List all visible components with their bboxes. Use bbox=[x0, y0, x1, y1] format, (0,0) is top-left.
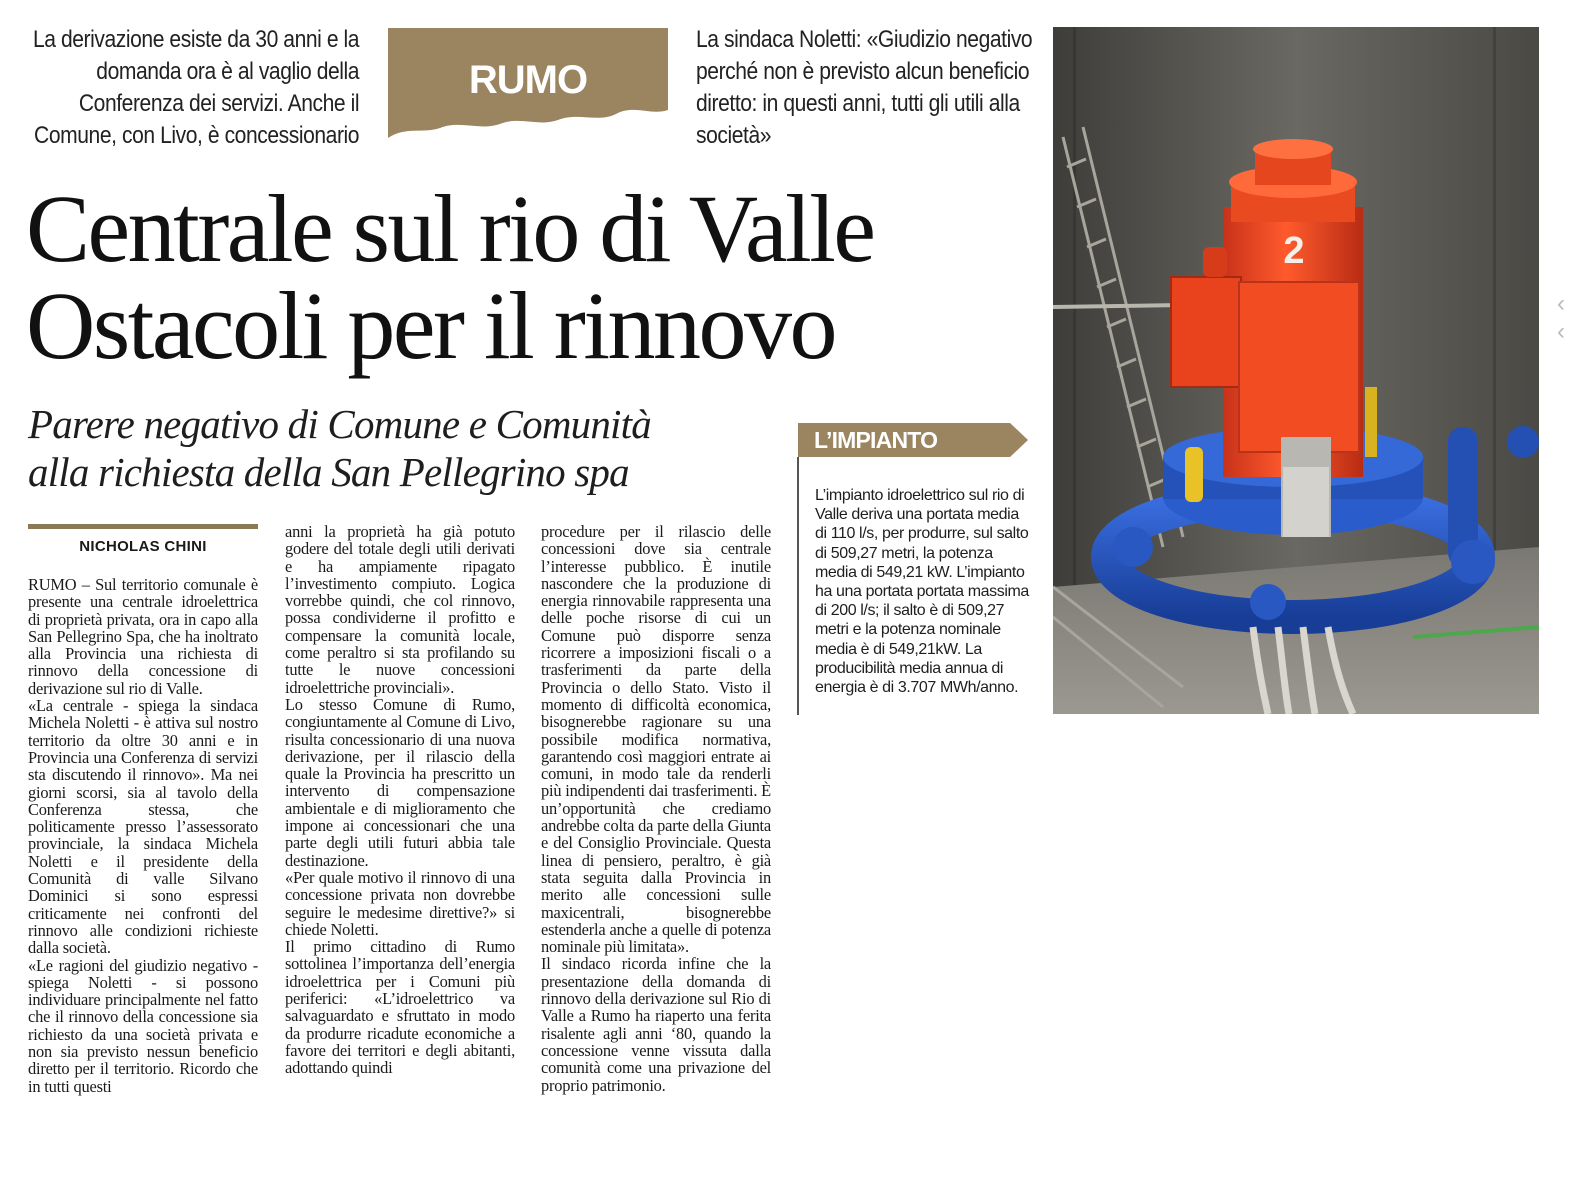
headline-line-2: Ostacoli per il rinnovo bbox=[26, 272, 835, 379]
page-edge-mark: ‹ bbox=[1557, 318, 1565, 345]
article-paragraph: Lo stesso Comune di Rumo, congiuntamente al Comune di Livo, risulta concessionario di una nuova derivazione, per il rilascio della quale la Provincia ha prescritto un intervento di compensazione ambientale e di miglioramento che impone ai concessionari che una parte degli utili futuri abbia tale destinazione. bbox=[285, 694, 515, 870]
machine-number: 2 bbox=[1283, 230, 1305, 272]
byline: NICHOLAS CHINI bbox=[79, 538, 207, 555]
article-paragraph: anni la proprietà ha già potuto godere del totale degli utili derivati e ha ampiamente ripagato l’investimento compiuto. Logica vorrebbe quindi, che col rinnovo, possa condividerne il profitto e compensare la comunità locale, come peraltro si sta profilando su tutte le nuove concessioni idroelettriche provinciali». bbox=[285, 523, 515, 697]
sidebar-rule bbox=[797, 457, 799, 715]
subheadline-line-1: Parere negativo di Comune e Comunità bbox=[28, 401, 651, 447]
article-paragraph: Il sindaco ricorda infine che la presentazione della domanda di rinnovo della derivazione sul Rio di Valle a Rumo ha riaperto una ferita risalente agli anni ‘80, quando la concessione venne vissuta dalla comunità come una privazione del proprio patrimonio. bbox=[541, 954, 771, 1095]
article-paragraph: Il primo cittadino di Rumo sottolinea l’importanza dell’energia idroelettrica per i Comuni più periferici: «L’idroelettrico va salvaguardato e sfruttato in modo da produrre ricadute economiche a favore dei territori e degli abitanti, adottando quindi bbox=[285, 937, 515, 1078]
subheadline bbox=[28, 400, 788, 496]
section-label-text: RUMO bbox=[468, 58, 588, 102]
kicker-left: La derivazione esiste da 30 anni e la domanda ora è al vaglio della Conferenza dei servizi. Anche il Comune, con Livo, è concessionario bbox=[32, 26, 360, 149]
kicker-right: La sindaca Noletti: «Giudizio negativo perché non è previsto alcun beneficio diretto: in questi anni, tutti gli utili alla società» bbox=[696, 26, 1033, 149]
headline-line-1: Centrale sul rio di Valle bbox=[26, 175, 874, 282]
sidebar-title: L’IMPIANTO bbox=[814, 427, 938, 453]
sidebar-text: L’impianto idroelettrico sul rio di Valle deriva una portata media di 110 l/s, per produrre, sul salto di 509,27 metri, la potenza media di 549,21 kW. L’impianto ha una portata portata massima di 200 l/s; il salto è di 509,27 metri e la potenza nominale media è di 549,21kW. La producibilità media annua di energia è di 3.707 MWh/anno. bbox=[815, 487, 1029, 697]
article-paragraph: «La centrale - spiega la sindaca Michela Noletti - è attiva sul nostro territorio da oltre 30 anni e in Provincia una Conferenza di servizi sta discutendo il rinnovo». Ma nei giorni scorsi, sia al tavolo della Conferenza stessa, che politicamente presso l’assessorato provinciale, la sindaca Michela Noletti e il presidente della Comunità di valle Silvano Dominici si sono espressi criticamente nei confronti del rinnovo alle condizioni richieste dalla società. bbox=[28, 696, 258, 958]
article-column-3 bbox=[541, 523, 771, 1163]
sidebar-header bbox=[798, 423, 1028, 457]
turbine-photo bbox=[1053, 27, 1539, 714]
section-label bbox=[388, 28, 668, 148]
turbine-illustration bbox=[1053, 27, 1539, 714]
article-column-2 bbox=[285, 523, 515, 1163]
article-column-1 bbox=[28, 576, 258, 1162]
article-paragraph: «Le ragioni del giudizio negativo - spiega Noletti - si possono individuare principalmente nel fatto che il rinnovo della concessione sia richiesto da una società privata e non sia previsto nessun beneficio diretto per il territorio. Ricordo che in tutti questi bbox=[28, 955, 258, 1096]
article-paragraph: procedure per il rilascio delle concessioni dove sia centrale l’interesse pubblico. È inutile nascondere che la produzione di energia rinnovabile rappresenta una delle poche risorse di cui un Comune può disporre senza ricorrere a imposizioni fiscali o a trasferimenti da parte della Provincia o dello Stato. Visto il momento di difficoltà economica, bisognerebbe ragionare su una possibile modifica normativa, garantendo così maggiori entrate ai comuni, in modo tale da renderli più indipendenti dai trasferimenti. È un’opportunità che crediamo andrebbe colta da parte della Giunta e del Consiglio Provinciale. Questa linea di pensiero, peraltro, è già stata seguita dalla Provincia in merito alle concessioni sulle maxicentrali, bisognerebbe estenderla anche a quelle di potenza nominale più limitata». bbox=[541, 523, 771, 957]
article-paragraph: RUMO – Sul territorio comunale è presente una centrale idroelettrica di proprietà privata, ora in capo alla San Pellegrino Spa, che ha inoltrato alla Provincia una richiesta di rinnovo della concessione di derivazione sul rio di Valle. bbox=[28, 576, 258, 698]
article-paragraph: «Per quale motivo il rinnovo di una concessione privata non dovrebbe seguire le medesime direttive?» si chiede Noletti. bbox=[285, 867, 515, 939]
page-edge-mark: ‹ bbox=[1557, 290, 1565, 317]
headline bbox=[26, 175, 1036, 379]
byline-rule bbox=[28, 524, 258, 529]
subheadline-line-2: alla richiesta della San Pellegrino spa bbox=[28, 449, 629, 495]
